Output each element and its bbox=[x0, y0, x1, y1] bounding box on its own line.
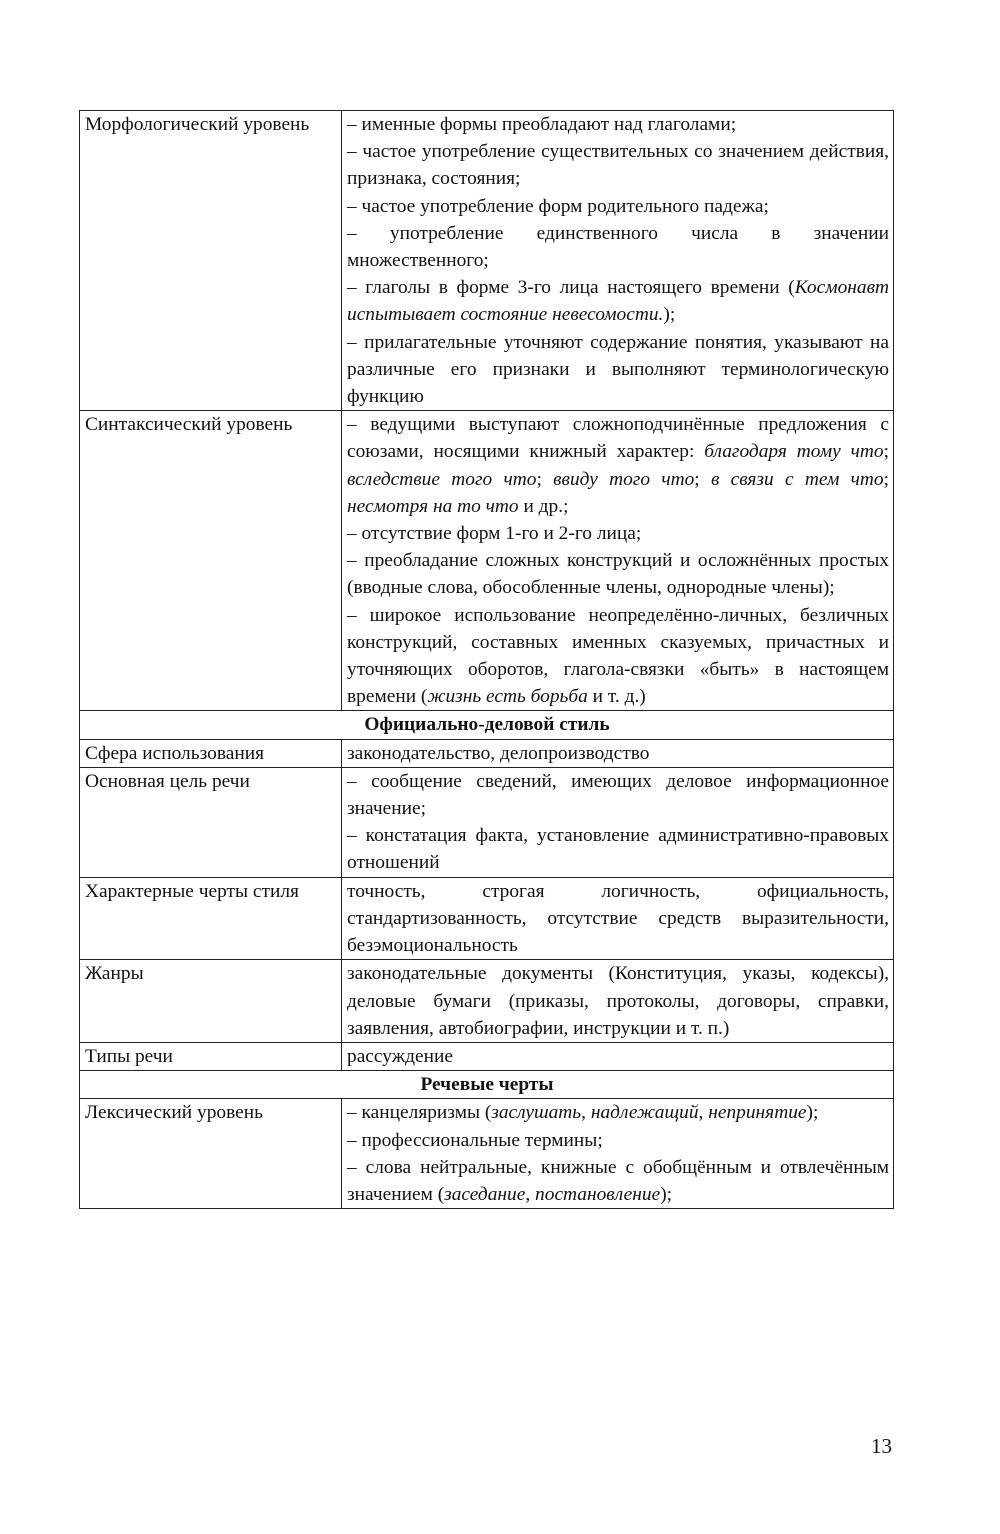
row-label: Морфологический уровень bbox=[80, 111, 342, 411]
table-row bbox=[80, 877, 894, 960]
row-value bbox=[342, 1099, 894, 1209]
feature-item: – преобладание сложных конструкций и осложнённых простых (вводные слова, обособленные члены, однородные члены); bbox=[347, 550, 889, 599]
section-header-row bbox=[80, 711, 894, 739]
feature-item: – констатация факта, установление административно-правовых отношений bbox=[347, 825, 889, 874]
feature-item: законодательные документы (Конституция, указы, кодексы), деловые бумаги (приказы, протоколы, договоры, справки, заявления, автобиографии, инструкции и т. п.) bbox=[347, 963, 889, 1039]
row-label: Характерные черты стиля bbox=[80, 877, 342, 960]
feature-item: – канцеляризмы (заслушать, надлежащий, непринятие); bbox=[347, 1102, 819, 1124]
table-row bbox=[80, 111, 894, 411]
section-header-row bbox=[80, 1071, 894, 1099]
row-label: Лексический уровень bbox=[80, 1099, 342, 1209]
feature-item: – широкое использование неопределённо-личных, безличных конструкций, составных именных сказуемых, причастных и уточняющих оборотов, глагола-связки «быть» в настоящем времени (жизнь есть борьба и т. д.) bbox=[347, 604, 889, 708]
feature-item: законодательство, делопроизводство bbox=[347, 742, 650, 764]
feature-item: – слова нейтральные, книжные с обобщённым и отвлечённым значением (заседание, постановление); bbox=[347, 1156, 889, 1205]
page-number: 13 bbox=[871, 1434, 892, 1458]
table-row bbox=[80, 1042, 894, 1070]
feature-item: – отсутствие форм 1-го и 2-го лица; bbox=[347, 523, 642, 545]
row-label: Типы речи bbox=[80, 1042, 342, 1070]
row-label: Сфера использования bbox=[80, 739, 342, 767]
row-value bbox=[342, 111, 894, 411]
table-row bbox=[80, 960, 894, 1043]
section-title: Официально-деловой стиль bbox=[80, 711, 894, 739]
style-features-table bbox=[79, 110, 894, 1209]
feature-item: – прилагательные уточняют содержание понятия, указывают на различные его признаки и выполняют терминологическую функцию bbox=[347, 331, 889, 408]
row-value bbox=[342, 960, 894, 1043]
table-row bbox=[80, 767, 894, 877]
row-value bbox=[342, 1042, 894, 1070]
feature-item: – частое употребление форм родительного падежа; bbox=[347, 195, 769, 217]
feature-item: точность, строгая логичность, официальность, стандартизованность, отсутствие средств выразительности, безэмоциональность bbox=[347, 880, 889, 957]
table-row bbox=[80, 1099, 894, 1209]
row-label: Основная цель речи bbox=[80, 767, 342, 877]
row-value bbox=[342, 767, 894, 877]
row-label: Синтаксический уровень bbox=[80, 411, 342, 711]
feature-item: – профессиональные термины; bbox=[347, 1129, 603, 1151]
row-value bbox=[342, 739, 894, 767]
feature-item: – употребление единственного числа в значении множественного; bbox=[347, 222, 889, 272]
row-label: Жанры bbox=[80, 960, 342, 1043]
feature-item: – глаголы в форме 3-го лица настоящего времени (Космонавт испытывает состояние невесомости.); bbox=[347, 277, 889, 326]
feature-item: – сообщение сведений, имеющих деловое информационное значение; bbox=[347, 770, 889, 820]
feature-item: рассуждение bbox=[347, 1045, 453, 1067]
feature-item: – именные формы преобладают над глаголами; bbox=[347, 114, 737, 135]
feature-item: – частое употребление существительных со значением действия, признака, состояния; bbox=[347, 141, 889, 190]
row-value bbox=[342, 877, 894, 960]
row-value bbox=[342, 411, 894, 711]
table-row bbox=[80, 739, 894, 767]
table-row bbox=[80, 411, 894, 711]
feature-item: – ведущими выступают сложноподчинённые предложения с союзами, носящими книжный характер: благодаря тому что; вследствие того что; ввиду того что; в связи с тем что; несмотря на то что и др.; bbox=[347, 414, 889, 517]
section-title: Речевые черты bbox=[80, 1071, 894, 1099]
